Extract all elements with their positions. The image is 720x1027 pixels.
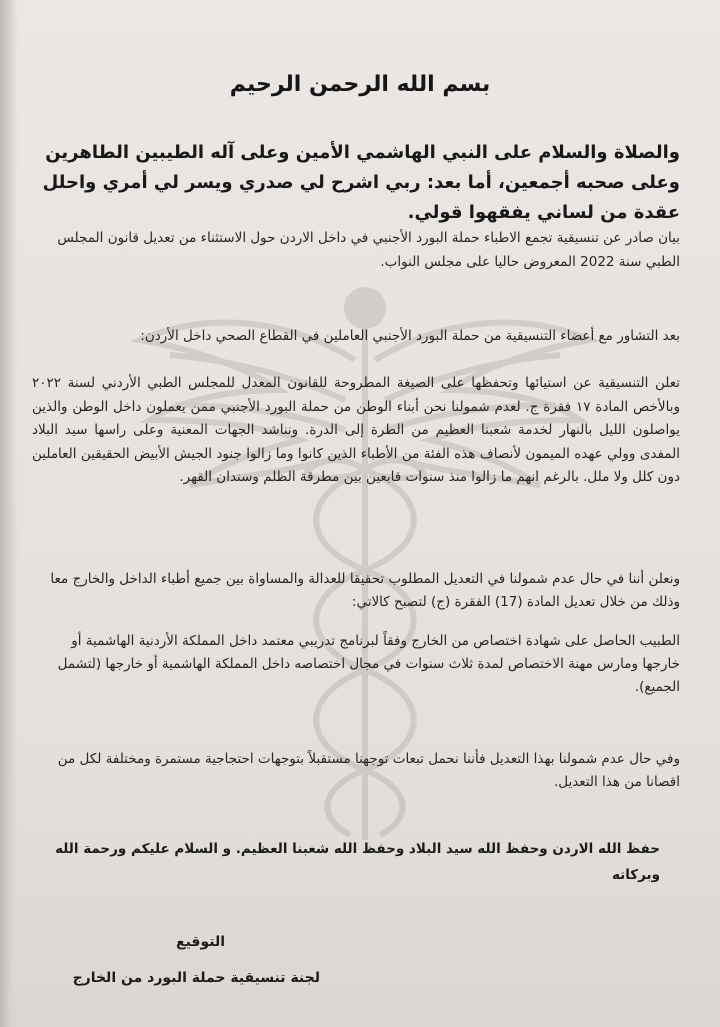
paragraph-demand: ونعلن أننا في حال عدم شمولنا في التعديل المطلوب تحقيقا للعدالة والمساواة بين جميع أطباء الداخل والخارج معا وذلك من خلال تعديل المادة (17) الفقرة (ج) لتصبح كالاتي: [50,571,680,610]
basmala-heading: بسم الله الرحمن الرحيم [229,72,491,97]
closing-greeting: حفظ الله الاردن وحفظ الله سيد البلاد وحفظ الله شعبنا العظيم. و السلام عليكم ورحمة الله وبركاته [55,841,660,883]
opening-prayer: والصلاة والسلام على النبي الهاشمي الأمين وعلى آله الطيبين الطاهرين وعلى صحبه أجمعين، أما بعد: ربي اشرح لي صدري ويسر لي أمري واحلل عقدة من لساني يفقهوا قولي. [42,142,680,223]
statement-intro: بيان صادر عن تنسيقية تجمع الاطباء حملة البورد الأجنبي في داخل الاردن حول الاستثناء من تعديل قانون المجلس الطبي سنة 2022 المعروض حاليا على مجلس النواب. [57,230,680,270]
paragraph-announcement: تعلن التنسيقية عن استيائها وتحفظها على الصيغة المطروحة للقانون المعدل للمجلس الطبي الأردني لسنة ٢٠٢٢ وبالأخص المادة ١٧ فقرة ج. لعدم شمولنا نحن أبناء الوطن من حملة البورد الأجنبي ممن يعملون داخل الوطن والذين يواصلون الليل بالنهار لخدمة شعبنا العظيم من الطرة إلى الدرة. ونناشد الجهات المعنية وعلى راسها سيد البلاد المفدى وولي عهده الميمون لأنصاف هذه الفئة من الأطباء الذين كانوا وما زالوا جنود الجيش الأبيض الحقيقين العاملين دون كلل ولا ملل. بالرغم انهم ما زالوا منذ سنوات قابعين بين مطرقة الظلم وسندان القهر. [32,375,680,485]
page-edge-shadow [0,0,18,1027]
paragraph-proposed-text: الطبيب الحاصل على شهادة اختصاص من الخارج وفقاً لبرنامج تدريبي معتمد داخل المملكة الأردنية الهاشمية أو خارجها ومارس مهنة الاختصاص لمدة ثلاث سنوات في مجال اختصاصه داخل المملكة الهاشمية أو خارجها (لتشمل الجميع). [57,633,680,695]
signature-label: التوقيع [176,934,225,950]
paragraph-warning: وفي حال عدم شمولنا بهذا التعديل فأننا نحمل تبعات توجهنا مستقبلاً بتوجهات احتجاجية مستمرة ومختلفة لكل من اقصانا من هذا التعديل. [57,751,680,790]
signature-committee: لجنة تنسيقية حملة البورد من الخارج [72,970,320,986]
paragraph-consultation: بعد التشاور مع أعضاء التنسيقية من حملة البورد الأجنبي العاملين في القطاع الصحي داخل الأردن: [140,328,680,344]
